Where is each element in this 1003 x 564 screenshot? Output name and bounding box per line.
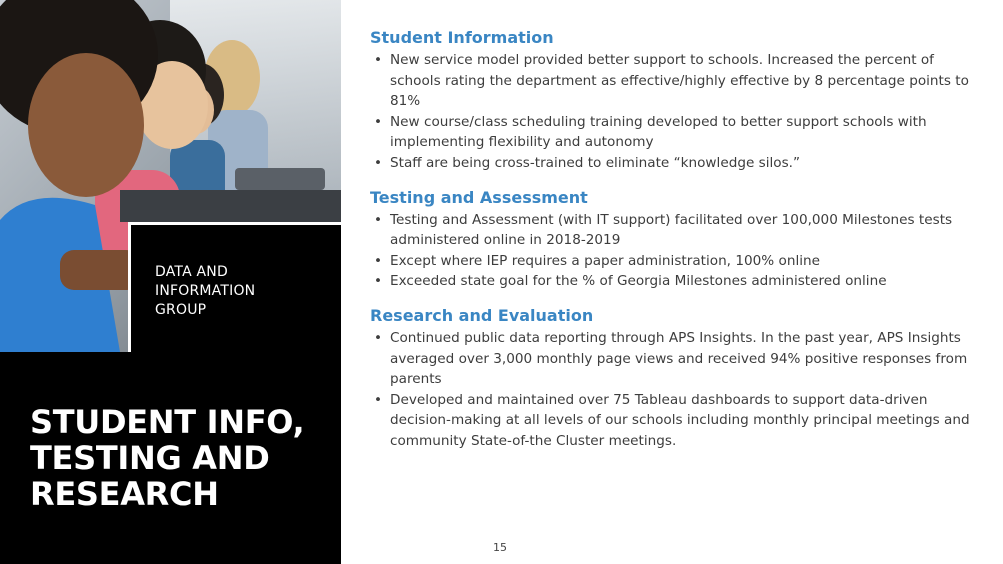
bullet-list — [370, 328, 980, 452]
slide-title: STUDENT INFO, TESTING AND RESEARCH — [30, 403, 305, 513]
bullet-item — [370, 271, 980, 292]
bullet-dot: • — [374, 52, 383, 68]
group-label: DATA AND INFORMATION GROUP — [155, 264, 256, 318]
page-number: 15 — [493, 541, 507, 554]
bullet-item — [370, 112, 980, 153]
section-title: Research and Evaluation — [370, 305, 594, 325]
bullet-dot: • — [374, 252, 383, 269]
bullet-text: New service model provided better support to schools. Increased the percent of schools rating the department as effective/highly effective by 8 percentage points to 81% — [390, 52, 969, 110]
bullet-dot: • — [374, 113, 383, 130]
bullet-item — [370, 153, 980, 174]
bullet-item — [370, 210, 980, 251]
bullet-text: Except where IEP requires a paper administration, 100% online — [390, 252, 820, 269]
bullet-dot: • — [374, 211, 383, 228]
content-area — [370, 26, 980, 464]
bullet-list — [370, 50, 980, 174]
bullet-list — [370, 210, 980, 292]
bullet-text: Developed and maintained over 75 Tableau dashboards to support data-driven decision-making at all levels of our schools including monthly principal meetings and community State-of-the Cluster meetings. — [390, 391, 970, 449]
bullet-text: Testing and Assessment (with IT support) facilitated over 100,000 Milestones tests administered online in 2018-2019 — [390, 211, 953, 249]
section-testing-and-assessment — [370, 186, 980, 292]
bullet-item — [370, 328, 980, 390]
bullet-dot: • — [374, 329, 383, 346]
bullet-text: Staff are being cross-trained to eliminate “knowledge silos.” — [390, 154, 801, 171]
bullet-text: Continued public data reporting through APS Insights. In the past year, APS Insights averaged over 3,000 monthly page views and received 94% positive responses from parents — [390, 329, 968, 388]
bullet-text: New course/class scheduling training developed to better support schools with implementing flexibility and autonomy — [390, 113, 927, 151]
bullet-item — [370, 390, 980, 452]
section-research-and-evaluation — [370, 304, 980, 452]
bullet-item — [370, 50, 980, 112]
bullet-text: Exceeded state goal for the % of Georgia Milestones administered online — [390, 273, 887, 290]
bullet-dot: • — [374, 273, 383, 290]
section-title: Student Information — [370, 28, 554, 47]
title-panel — [0, 352, 341, 564]
group-label-box — [128, 222, 341, 352]
bullet-item — [370, 251, 980, 272]
bullet-dot: • — [374, 154, 383, 171]
bullet-dot: • — [374, 391, 383, 408]
section-student-information — [370, 26, 980, 174]
section-title: Testing and Assessment — [370, 187, 588, 207]
